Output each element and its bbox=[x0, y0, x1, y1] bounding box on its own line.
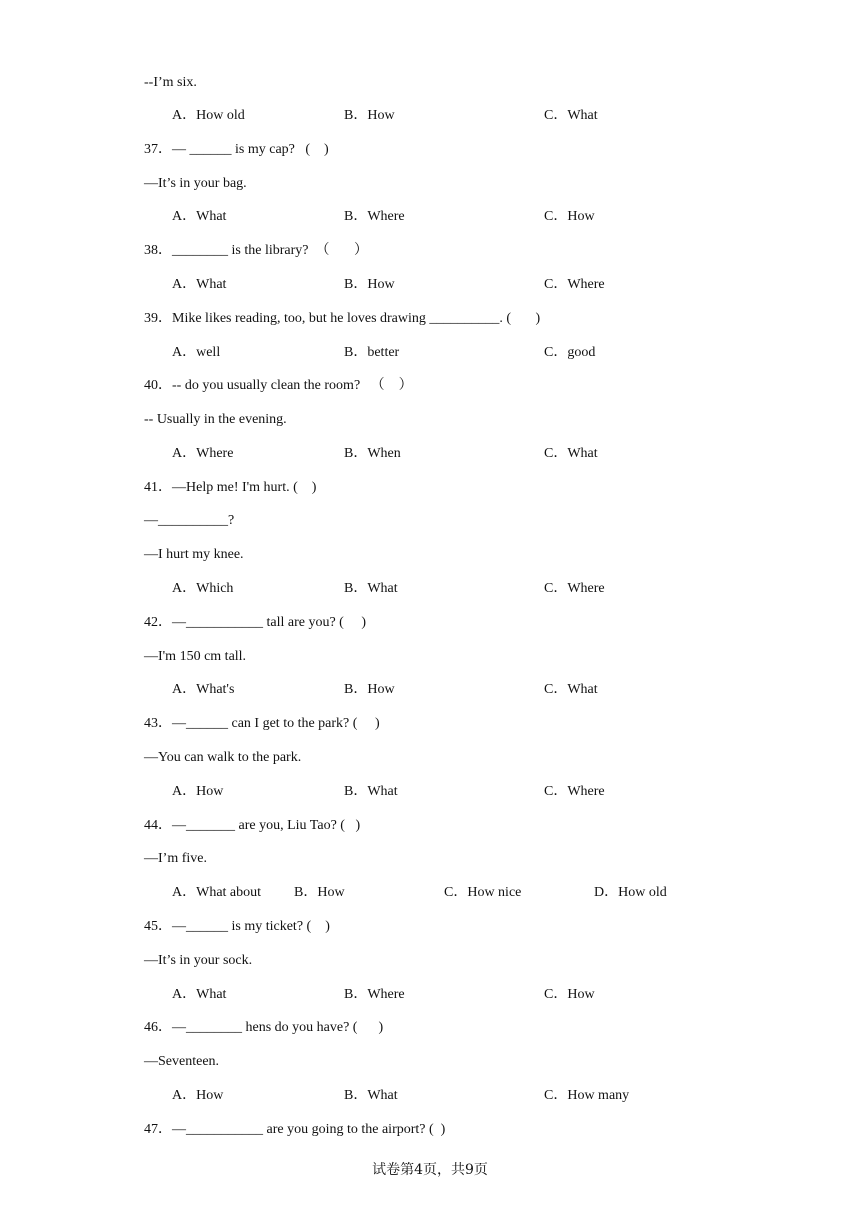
q42-option-a[interactable]: A．What's bbox=[172, 682, 235, 697]
q43-option-a[interactable]: A．How bbox=[172, 784, 224, 799]
q41-option-b[interactable]: B．What bbox=[344, 581, 398, 596]
q39-option-b[interactable]: B．better bbox=[344, 345, 400, 360]
q36-option-c[interactable]: C．What bbox=[544, 108, 598, 123]
q41-blank: —__________? bbox=[144, 513, 235, 528]
q44-options bbox=[172, 884, 772, 902]
q39-stem: 39．Mike likes reading, too, but he loves drawing __________. ( ) bbox=[144, 311, 541, 326]
q37-option-a[interactable]: A．What bbox=[172, 209, 227, 224]
q45-answer: —It’s in your sock. bbox=[144, 953, 253, 968]
q45-option-a[interactable]: A．What bbox=[172, 987, 227, 1002]
q37-stem: 37．— ______ is my cap? ( ) bbox=[144, 142, 329, 157]
q44-option-c[interactable]: C．How nice bbox=[444, 885, 522, 900]
q40-stem: 40．-- do you usually clean the room? （ ） bbox=[144, 378, 413, 393]
q45-option-b[interactable]: B．Where bbox=[344, 987, 405, 1002]
q38-option-a[interactable]: A．What bbox=[172, 277, 227, 292]
q36-answer: --I’m six. bbox=[144, 75, 197, 90]
q37-option-b[interactable]: B．Where bbox=[344, 209, 405, 224]
q40-options bbox=[172, 445, 772, 463]
q45-options bbox=[172, 986, 772, 1004]
q43-option-c[interactable]: C．Where bbox=[544, 784, 605, 799]
q44-option-b[interactable]: B．How bbox=[294, 885, 345, 900]
q44-stem: 44．—_______ are you, Liu Tao? ( ) bbox=[144, 818, 361, 833]
q45-stem: 45．—______ is my ticket? ( ) bbox=[144, 919, 330, 934]
q39-option-a[interactable]: A．well bbox=[172, 345, 221, 360]
q42-option-b[interactable]: B．How bbox=[344, 682, 395, 697]
page-footer: 试卷第4页，共9页 bbox=[372, 1162, 488, 1178]
q40-option-b[interactable]: B．When bbox=[344, 446, 401, 461]
q43-option-b[interactable]: B．What bbox=[344, 784, 398, 799]
q41-options bbox=[172, 580, 772, 598]
q42-stem: 42．—___________ tall are you? ( ) bbox=[144, 615, 367, 630]
q37-answer: —It’s in your bag. bbox=[144, 176, 247, 191]
q38-stem: 38．________ is the library? （ ） bbox=[144, 243, 368, 258]
q42-answer: —I'm 150 cm tall. bbox=[144, 649, 247, 664]
q41-answer: —I hurt my knee. bbox=[144, 547, 244, 562]
q40-option-c[interactable]: C．What bbox=[544, 446, 598, 461]
q37-option-c[interactable]: C．How bbox=[544, 209, 595, 224]
q39-options bbox=[172, 344, 772, 362]
q42-option-c[interactable]: C．What bbox=[544, 682, 598, 697]
q43-answer: —You can walk to the park. bbox=[144, 750, 302, 765]
q45-option-c[interactable]: C．How bbox=[544, 987, 595, 1002]
q42-options bbox=[172, 681, 772, 699]
q40-option-a[interactable]: A．Where bbox=[172, 446, 234, 461]
q41-option-a[interactable]: A．Which bbox=[172, 581, 234, 596]
q36-options bbox=[172, 107, 772, 125]
q46-option-b[interactable]: B．What bbox=[344, 1088, 398, 1103]
q46-answer: —Seventeen. bbox=[144, 1054, 220, 1069]
q47-stem: 47．—___________ are you going to the airport? ( ) bbox=[144, 1122, 446, 1137]
q44-option-d[interactable]: D．How old bbox=[594, 885, 667, 900]
q43-options bbox=[172, 783, 772, 801]
q41-option-c[interactable]: C．Where bbox=[544, 581, 605, 596]
q36-option-b[interactable]: B．How bbox=[344, 108, 395, 123]
q46-option-c[interactable]: C．How many bbox=[544, 1088, 630, 1103]
q46-options bbox=[172, 1087, 772, 1105]
q44-answer: —I’m five. bbox=[144, 851, 207, 866]
q38-option-b[interactable]: B．How bbox=[344, 277, 395, 292]
q41-stem: 41．—Help me! I'm hurt. ( ) bbox=[144, 480, 317, 495]
q39-option-c[interactable]: C．good bbox=[544, 345, 596, 360]
q46-stem: 46．—________ hens do you have? ( ) bbox=[144, 1020, 384, 1035]
q37-options bbox=[172, 208, 772, 226]
q38-option-c[interactable]: C．Where bbox=[544, 277, 605, 292]
q40-answer: -- Usually in the evening. bbox=[144, 412, 287, 427]
q46-option-a[interactable]: A．How bbox=[172, 1088, 224, 1103]
q38-options bbox=[172, 276, 772, 294]
q44-option-a[interactable]: A．What about bbox=[172, 885, 262, 900]
q43-stem: 43．—______ can I get to the park? ( ) bbox=[144, 716, 380, 731]
q36-option-a[interactable]: A．How old bbox=[172, 108, 245, 123]
